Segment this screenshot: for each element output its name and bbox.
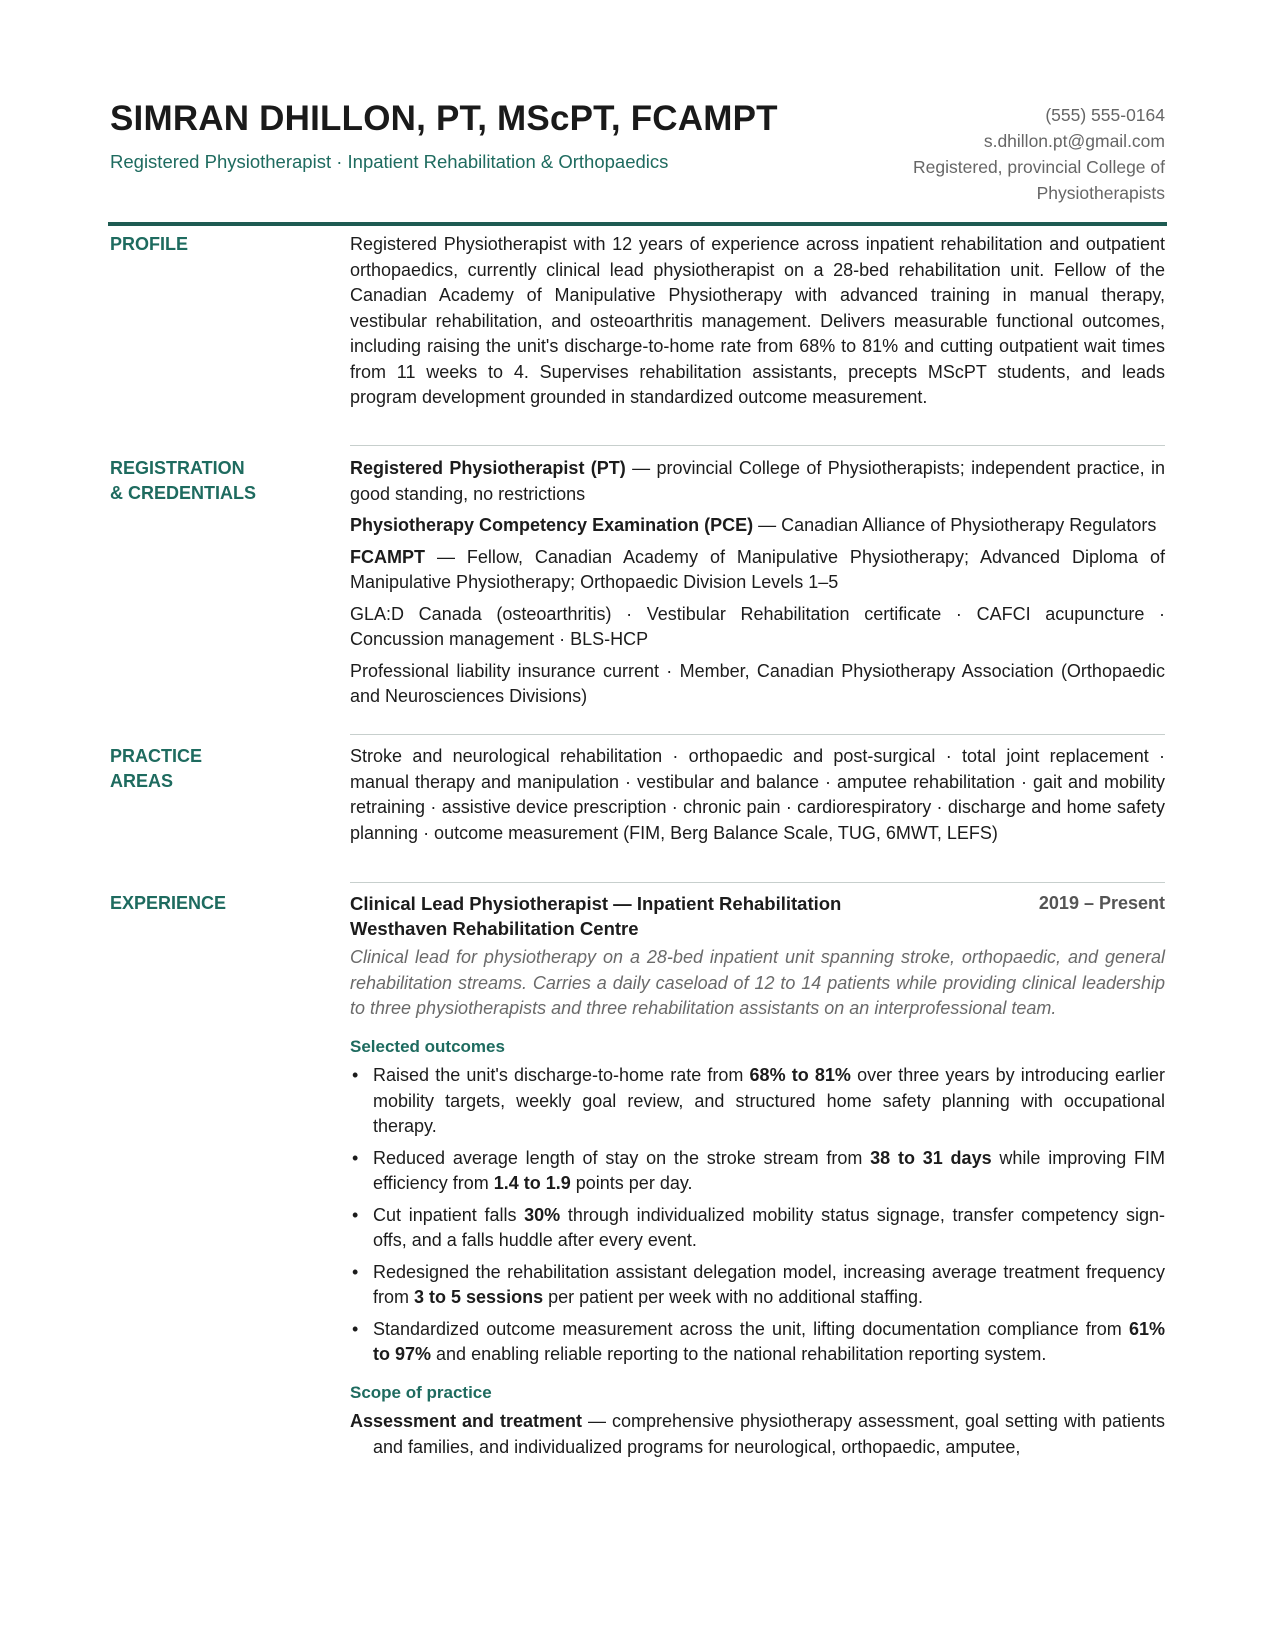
- outcomes-heading: Selected outcomes: [350, 1036, 505, 1056]
- credential-item: GLA:D Canada (osteoarthritis) · Vestibular Rehabilitation certificate · CAFCI acupuncture · Concussion management · BLS-HCP: [350, 603, 1165, 649]
- scope-item: Assessment and treatment — comprehensive physiotherapy assessment, goal setting with patients and families, and individualized programs for neurological, orthopaedic, amputee,: [350, 1411, 1165, 1457]
- outcome-bullet: • Cut inpatient falls 30% through individualized mobility status signage, transfer competency sign-offs, and a falls huddle after every event.: [350, 1203, 1165, 1254]
- section-divider: [350, 734, 1165, 735]
- outcome-bullet: • Standardized outcome measurement across the unit, lifting documentation compliance from 61% to 97% and enabling reliable reporting to the national rehabilitation reporting system.: [350, 1317, 1165, 1368]
- job-description: Clinical lead for physiotherapy on a 28-bed inpatient unit spanning stroke, orthopaedic, and general rehabilitation streams. Carries a daily caseload of 12 to 14 patients while providing clinical leadership to three physiotherapists and three rehabilitation assistants on an interprofessional team.: [350, 947, 1165, 1018]
- registration-note: Registered, provincial College of Physiotherapists: [913, 157, 1165, 203]
- profile-text: Registered Physiotherapist with 12 years of experience across inpatient rehabilitation and outpatient orthopaedics, currently clinical lead physiotherapist on a 28-bed rehabilitation unit. Fellow of the Canadian Academy of Manipulative Physiotherapy with advanced training in manual therapy, vestibular rehabilitation, and osteoarthritis management. Delivers measurable functional outcomes, including raising the unit's discharge-to-home rate from 68% to 81% and cutting outpatient wait times from 11 weeks to 4. Supervises rehabilitation assistants, precepts MScPT students, and leads program development grounded in standardized outcome measurement.: [350, 234, 1165, 407]
- credentials-body: [350, 456, 1165, 716]
- resume-header: [110, 99, 1165, 203]
- job-title: Clinical Lead Physiotherapist — Inpatient Rehabilitation: [350, 893, 842, 914]
- header-rule: [108, 222, 1167, 226]
- section-divider: [350, 445, 1165, 446]
- email-address: s.dhillon.pt@gmail.com: [983, 131, 1165, 151]
- practice-areas-body: [350, 744, 1165, 852]
- outcome-bullet: • Raised the unit's discharge-to-home rate from 68% to 81% over three years by introducing earlier mobility targets, weekly goal review, and structured home safety planning with occupational therapy.: [350, 1063, 1165, 1140]
- job-header: [350, 891, 1165, 941]
- outcome-bullet: • Redesigned the rehabilitation assistant delegation model, increasing average treatment frequency from 3 to 5 sessions per patient per week with no additional staffing.: [350, 1260, 1165, 1311]
- section-heading-practice-areas: PRACTICE AREAS: [110, 746, 203, 791]
- phone-number: (555) 555-0164: [1045, 105, 1165, 125]
- section-heading-experience: EXPERIENCE: [110, 893, 227, 913]
- outcome-bullet: • Reduced average length of stay on the stroke stream from 38 to 31 days while improving FIM efficiency from 1.4 to 1.9 points per day.: [350, 1146, 1165, 1197]
- section-divider: [350, 882, 1165, 883]
- credential-item: Physiotherapy Competency Examination (PCE) — Canadian Alliance of Physiotherapy Regulators: [350, 515, 1157, 535]
- employer-name: Westhaven Rehabilitation Centre: [350, 918, 639, 939]
- credential-item: Registered Physiotherapist (PT) — provincial College of Physiotherapists; independent practice, in good standing, no restrictions: [350, 458, 1166, 504]
- section-heading-profile: PROFILE: [110, 234, 189, 254]
- experience-body: [350, 891, 1165, 1460]
- practice-areas-text: Stroke and neurological rehabilitation · orthopaedic and post-surgical · total joint replacement · manual therapy and manipulation · vestibular and balance · amputee rehabilitation · gait and mobility retraining · assistive device prescription · chronic pain · cardiorespiratory · discharge and home safety planning · outcome measurement (FIM, Berg Balance Scale, TUG, 6MWT, LEFS): [350, 746, 1165, 843]
- credential-item: Professional liability insurance current · Member, Canadian Physiotherapy Association (Orthopaedic and Neurosciences Divisions): [350, 660, 1165, 706]
- outcomes-list: [350, 1063, 1165, 1368]
- professional-tagline: Registered Physiotherapist · Inpatient Rehabilitation & Orthopaedics: [110, 150, 669, 172]
- job-dates: 2019 – Present: [1038, 893, 1165, 913]
- scope-heading: Scope of practice: [350, 1382, 492, 1402]
- credential-item: FCAMPT — Fellow, Canadian Academy of Manipulative Physiotherapy; Advanced Diploma of Manipulative Physiotherapy; Orthopaedic Division Levels 1–5: [350, 546, 1165, 592]
- contact-block: [865, 102, 1165, 206]
- candidate-name: SIMRAN DHILLON, PT, MScPT, FCAMPT: [110, 99, 778, 138]
- profile-body: [350, 232, 1165, 417]
- section-heading-credentials: REGISTRATION & CREDENTIALS: [110, 458, 257, 503]
